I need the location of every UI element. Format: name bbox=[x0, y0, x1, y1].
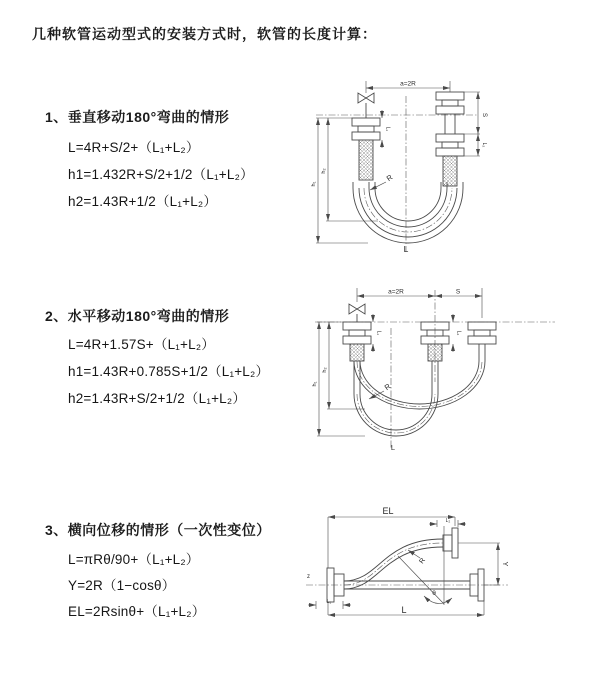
dim-el-label: EL bbox=[382, 506, 394, 516]
section1-heading: 1、垂直移动180°弯曲的情形 bbox=[45, 109, 230, 125]
dim-a-label: a=2R bbox=[400, 80, 416, 88]
hose-shallow-loop bbox=[354, 361, 485, 409]
braided-hose-section bbox=[428, 344, 442, 361]
braided-hose-section bbox=[359, 140, 373, 180]
flange bbox=[468, 322, 496, 330]
dimension-l1 bbox=[382, 110, 391, 148]
dim-s-label: S bbox=[455, 288, 461, 296]
valve-icon bbox=[349, 304, 365, 314]
dimension-a2r bbox=[366, 81, 450, 89]
dim-l1-label: L₁ bbox=[375, 330, 382, 336]
section2-formula-h2: h2=1.43R+S/2+1/2（L₁+L₂） bbox=[68, 391, 247, 406]
dim-y-label: Y bbox=[501, 561, 508, 567]
diagram-lateral-displacement bbox=[298, 498, 600, 660]
dimension-l2 bbox=[478, 134, 487, 156]
diagram-horizontal-180-bend bbox=[305, 282, 600, 457]
dim-h2-label: h₂ bbox=[321, 168, 327, 174]
dimension-h1 bbox=[311, 118, 368, 243]
flange bbox=[352, 118, 380, 126]
section1-formula-L: L=4R+S/2+（L₁+L₂） bbox=[68, 140, 200, 155]
dim-h1-label: h₁ bbox=[311, 181, 317, 187]
dimension-s bbox=[435, 289, 482, 297]
radius-callout bbox=[369, 381, 393, 399]
dim-l1-label: L₁ bbox=[326, 599, 332, 605]
section3-formula-EL: EL=2Rsinθ+（L₁+L₂） bbox=[68, 604, 206, 619]
radius-callout bbox=[370, 172, 395, 190]
angle-construction bbox=[398, 526, 452, 605]
dimension-a2r bbox=[357, 288, 482, 318]
dim-l2-label: L₂ bbox=[445, 518, 451, 524]
hose-displaced-position bbox=[344, 539, 443, 589]
section3-formula-Y: Y=2R（1−cosθ） bbox=[68, 578, 176, 593]
section1-formula-h1: h1=1.432R+S/2+1/2（L₁+L₂） bbox=[68, 167, 254, 182]
braided-hose-section bbox=[443, 156, 457, 186]
dim-l1-label: L₁ bbox=[384, 126, 391, 132]
dim-h2-label: h₂ bbox=[322, 367, 328, 373]
dimension-el bbox=[328, 506, 455, 568]
flange bbox=[436, 92, 464, 100]
datum-mark: z bbox=[307, 574, 310, 580]
section3-formula-L: L=πRθ/90+（L₁+L₂） bbox=[68, 552, 200, 567]
dim-s-label: S bbox=[481, 112, 487, 118]
dim-l2-label: L₂ bbox=[455, 330, 462, 336]
dimension-h1 bbox=[312, 322, 365, 436]
dimension-l2 bbox=[429, 518, 466, 527]
dim-l2-label: L₂ bbox=[481, 142, 487, 148]
dimension-y bbox=[458, 543, 508, 585]
hose-deep-loop bbox=[354, 361, 438, 436]
dimension-l1 bbox=[308, 599, 351, 609]
dimension-l bbox=[328, 601, 484, 615]
length-label: L bbox=[401, 605, 407, 615]
section2-formula-L: L=4R+1.57S+（L₁+L₂） bbox=[68, 337, 215, 352]
left-pipe-assembly bbox=[352, 81, 380, 180]
radius-label: R bbox=[382, 381, 393, 393]
flange bbox=[436, 134, 464, 142]
section1-formula-h2: h2=1.43R+1/2（L₁+L₂） bbox=[68, 194, 218, 209]
length-label: L bbox=[390, 443, 396, 452]
flange bbox=[343, 322, 371, 330]
section3-heading: 3、横向位移的情形（一次性变位） bbox=[45, 522, 271, 538]
dim-a-label: a=2R bbox=[388, 288, 404, 296]
right-pipe-assembly bbox=[436, 81, 464, 186]
dimension-l2 bbox=[453, 314, 462, 352]
page-title: 几种软管运动型式的安装方式时，软管的长度计算： bbox=[32, 26, 377, 42]
upper-flange-displaced bbox=[443, 528, 458, 558]
radius-label: R bbox=[418, 557, 428, 566]
hose-u-loop bbox=[353, 182, 463, 243]
diagram-vertical-180-bend bbox=[308, 76, 600, 262]
left-pipe-assembly bbox=[343, 304, 371, 361]
dimension-l1 bbox=[373, 314, 382, 352]
section2-formula-h1: h1=1.43R+0.785S+1/2（L₁+L₂） bbox=[68, 364, 270, 379]
dimension-h2 bbox=[322, 322, 365, 409]
angle-label: θ bbox=[432, 590, 436, 597]
valve-icon bbox=[358, 93, 374, 103]
dim-h1-label: h₁ bbox=[312, 381, 318, 387]
braided-hose-section bbox=[350, 344, 364, 361]
section2-heading: 2、水平移动180°弯曲的情形 bbox=[45, 308, 230, 324]
right-pipe-assembly bbox=[468, 322, 496, 361]
radius-label: R bbox=[384, 172, 395, 184]
length-label: L bbox=[403, 244, 409, 254]
